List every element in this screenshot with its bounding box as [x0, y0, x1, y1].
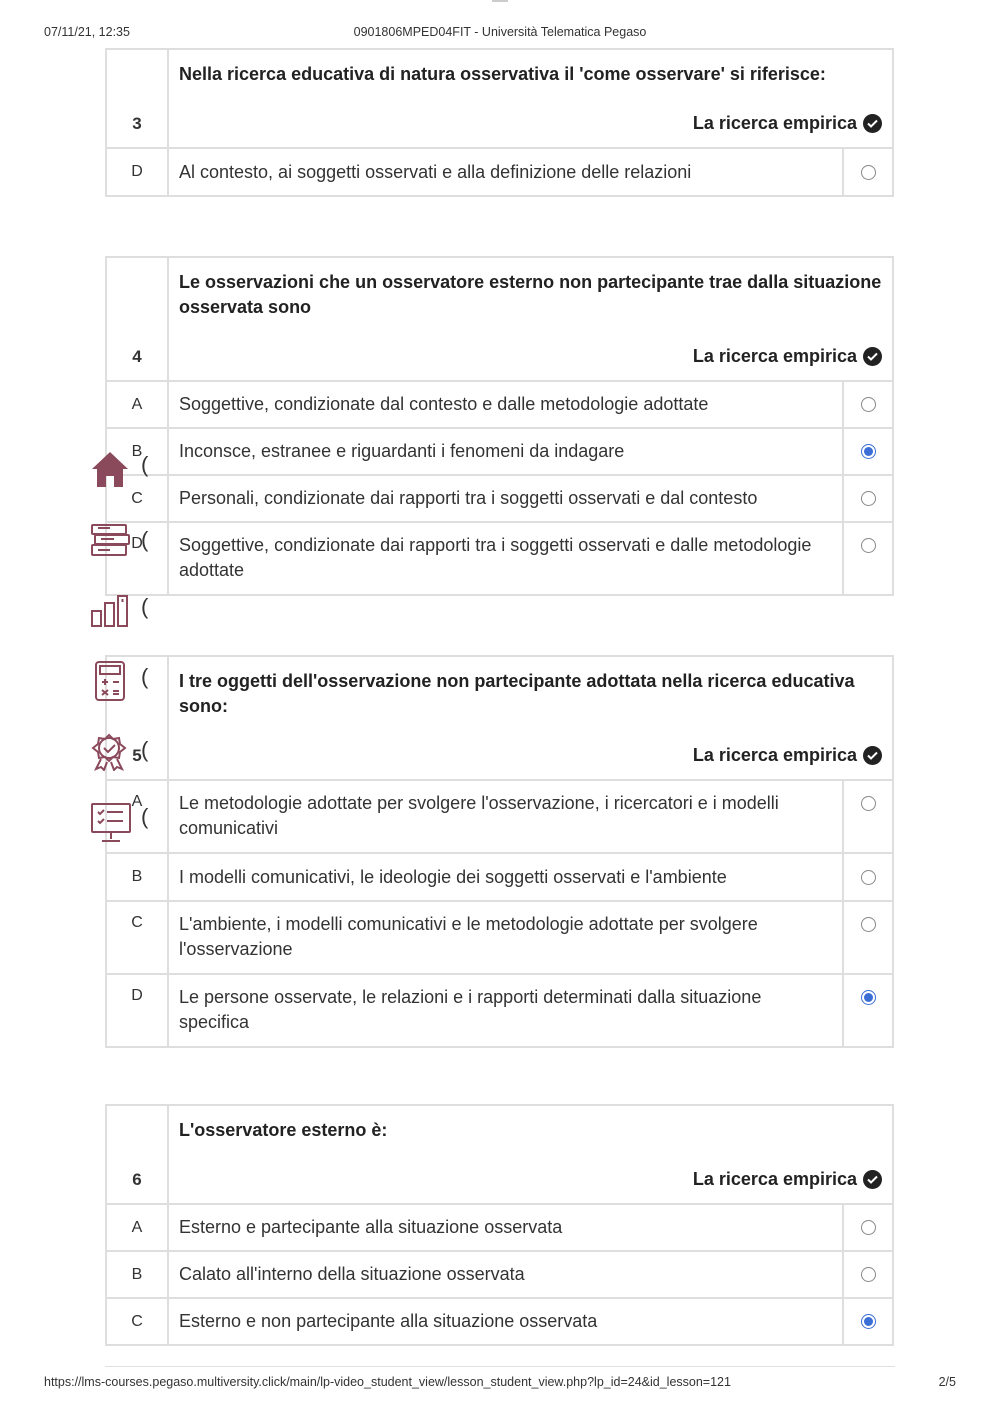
option-letter: B: [107, 854, 169, 900]
option-letter: B: [107, 1252, 169, 1297]
print-title: 0901806MPED04FIT - Università Telematica Pegaso: [353, 25, 647, 39]
question-header: [107, 657, 892, 779]
option-letter: C: [107, 1299, 169, 1344]
option-radio[interactable]: [861, 796, 876, 811]
answer-option-row[interactable]: [107, 1250, 892, 1297]
option-letter: C: [107, 476, 169, 521]
option-text: Al contesto, ai soggetti osservati e alla definizione delle relazioni: [179, 161, 692, 182]
option-letter: A: [107, 382, 169, 427]
answer-option-row[interactable]: [107, 1297, 892, 1344]
answer-option-row[interactable]: [107, 521, 892, 594]
option-letter: D: [107, 523, 169, 594]
question-text: Le osservazioni che un osservatore esterno non partecipante trae dalla situazione osservata sono: [179, 272, 882, 317]
question-text: L'osservatore esterno è:: [179, 1120, 388, 1140]
check-circle-icon: [863, 347, 882, 366]
home-icon[interactable]: [90, 449, 130, 494]
option-text: Soggettive, condizionate dal contesto e dalle metodologie adottate: [179, 394, 709, 414]
side-paren: (: [141, 527, 149, 552]
check-circle-icon: [863, 1170, 882, 1189]
check-circle-icon: [863, 114, 882, 133]
question-header: [107, 1106, 892, 1203]
answer-option-row[interactable]: [107, 973, 892, 1046]
footer-divider: [105, 1366, 895, 1367]
answer-option-row[interactable]: [107, 900, 892, 973]
topic-label: [179, 344, 882, 369]
option-radio[interactable]: [861, 1220, 876, 1235]
question-number: 3: [107, 50, 169, 147]
answer-option-row[interactable]: [107, 147, 892, 195]
option-letter: B: [107, 429, 169, 474]
top-mark: [492, 0, 508, 2]
option-radio[interactable]: [861, 397, 876, 412]
topic-text: La ricerca empirica: [692, 346, 857, 366]
print-url: https://lms-courses.pegaso.multiversity.click/main/lp-video_student_view/lesson_student_view.php?lp_id=24&id_lesson=121: [44, 1375, 731, 1389]
side-paren: (: [141, 664, 149, 689]
option-letter: C: [107, 902, 169, 973]
topic-text: La ricerca empirica: [692, 113, 857, 133]
option-text: L'ambiente, i modelli comunicativi e le metodologie adottate per svolgere l'osservazione: [179, 914, 758, 959]
option-letter: D: [107, 975, 169, 1046]
calculator-icon[interactable]: [94, 660, 126, 707]
page-number: 2/5: [938, 1375, 956, 1389]
option-letter: D: [107, 149, 169, 195]
question-number: 4: [107, 258, 169, 380]
option-text: I modelli comunicativi, le ideologie dei soggetti osservati e l'ambiente: [179, 866, 727, 887]
side-paren: (: [141, 737, 149, 762]
answer-option-row[interactable]: [107, 380, 892, 427]
question-3-table: [105, 48, 894, 197]
question-text: I tre oggetti dell'osservazione non partecipante adottata nella ricerca educativa sono:: [179, 671, 855, 716]
option-text: Esterno e non partecipante alla situazione osservata: [179, 1311, 598, 1331]
topic-text: La ricerca empirica: [692, 1169, 857, 1189]
option-radio-selected[interactable]: [861, 1314, 876, 1329]
answer-option-row[interactable]: [107, 852, 892, 900]
option-letter: A: [107, 781, 169, 852]
option-text: Personali, condizionate dai rapporti tra i soggetti osservati e dal contesto: [179, 488, 758, 508]
bar-chart-icon[interactable]: [90, 594, 130, 633]
print-date: 07/11/21, 12:35: [44, 25, 130, 39]
topic-label: [179, 111, 882, 136]
option-text: Le persone osservate, le relazioni e i rapporti determinati dalla situazione specifica: [179, 987, 762, 1032]
option-text: Inconsce, estranee e riguardanti i fenomeni da indagare: [179, 441, 625, 461]
option-radio-selected[interactable]: [861, 444, 876, 459]
monitor-checklist-icon[interactable]: [90, 802, 132, 849]
question-number: 5: [107, 657, 169, 779]
question-number: 6: [107, 1106, 169, 1203]
answer-option-row[interactable]: [107, 1203, 892, 1250]
option-letter: A: [107, 1205, 169, 1250]
answer-option-row[interactable]: [107, 427, 892, 474]
badge-icon[interactable]: [84, 733, 134, 776]
check-circle-icon: [863, 746, 882, 765]
topic-label: [179, 743, 882, 768]
side-paren: (: [141, 594, 149, 619]
topic-text: La ricerca empirica: [692, 745, 857, 765]
answer-option-row[interactable]: [107, 474, 892, 521]
option-radio[interactable]: [861, 1267, 876, 1282]
option-radio[interactable]: [861, 538, 876, 553]
option-text: Le metodologie adottate per svolgere l'osservazione, i ricercatori e i modelli comunicativi: [179, 793, 779, 838]
option-text: Soggettive, condizionate dai rapporti tra i soggetti osservati e dalle metodologie adottate: [179, 535, 812, 580]
option-radio[interactable]: [861, 917, 876, 932]
question-4-table: [105, 256, 894, 596]
topic-label: [179, 1167, 882, 1192]
option-text: Esterno e partecipante alla situazione osservata: [179, 1217, 563, 1237]
question-text: Nella ricerca educativa di natura osservativa il 'come osservare' si riferisce:: [179, 64, 826, 84]
option-radio[interactable]: [861, 870, 876, 885]
answer-option-row[interactable]: [107, 779, 892, 852]
option-radio[interactable]: [861, 491, 876, 506]
question-header: [107, 50, 892, 147]
side-paren: (: [141, 452, 149, 477]
books-icon[interactable]: [90, 522, 130, 563]
option-radio[interactable]: [861, 165, 876, 180]
option-radio-selected[interactable]: [861, 990, 876, 1005]
side-paren: (: [141, 804, 149, 829]
question-5-table: [105, 655, 894, 1048]
question-header: [107, 258, 892, 380]
question-6-table: [105, 1104, 894, 1346]
option-text: Calato all'interno della situazione osservata: [179, 1264, 525, 1284]
